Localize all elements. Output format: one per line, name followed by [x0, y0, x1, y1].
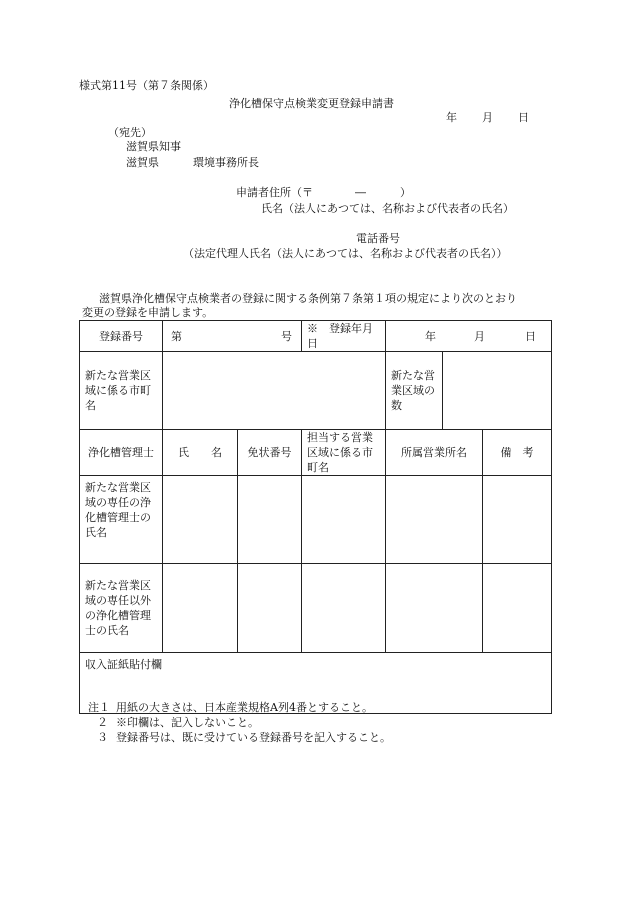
addressee-office-suffix: 環境事務所長 [193, 156, 259, 169]
col-role-header: 浄化槽管理士 [80, 430, 163, 476]
new-area-field[interactable] [163, 352, 386, 430]
stamp-label: 収入証紙貼付欄 [85, 658, 162, 671]
applicant-agent-label: （法定代理人氏名（法人にあつては、名称および代表者の氏名）） [183, 247, 508, 260]
registration-table [79, 320, 552, 714]
dedicated-area-field[interactable] [302, 476, 386, 564]
note-text: 用紙の大きさは、日本産業規格A列4番とすること。 [116, 701, 373, 714]
managers-header-row [80, 430, 552, 476]
reg-date-day: 日 [525, 329, 536, 343]
form-number: 様式第11号（第７条関係） [79, 79, 214, 92]
addressee-office-prefix: 滋賀県 [126, 156, 159, 169]
date-month: 月 [482, 111, 493, 124]
date-year: 年 [446, 111, 457, 124]
reg-number-suffix: 号 [281, 329, 292, 343]
applicant-address [236, 186, 411, 200]
non-dedicated-area-field[interactable] [302, 564, 386, 653]
statement-line1: 滋賀県浄化槽保守点検業者の登録に関する条例第７条第１項の規定により次のとおり [99, 292, 517, 305]
non-dedicated-license-field[interactable] [238, 564, 302, 653]
reg-number-row [80, 321, 552, 352]
applicant-phone-label: 電話番号 [356, 232, 400, 245]
note-text: 登録番号は、既に受けている登録番号を記入すること。 [116, 731, 391, 744]
col-license-header: 免状番号 [238, 430, 302, 476]
note-number: ２ [97, 716, 108, 729]
note-number: ３ [97, 731, 108, 744]
reg-number-field[interactable] [163, 321, 302, 352]
notes [88, 700, 391, 745]
non-dedicated-label: 新たな営業区域の専任以外の浄化槽管理士の氏名 [80, 564, 163, 653]
non-dedicated-name-field[interactable] [163, 564, 238, 653]
reg-date-field[interactable] [386, 321, 552, 352]
applicant-address-dash: ― [355, 186, 366, 199]
new-area-label: 新たな営業区域に係る市町名 [80, 352, 163, 430]
dedicated-name-field[interactable] [163, 476, 238, 564]
non-dedicated-manager-row [80, 564, 552, 653]
addressee-label: （宛先） [108, 126, 152, 139]
reg-number-label: 登録番号 [80, 321, 163, 352]
dedicated-license-field[interactable] [238, 476, 302, 564]
addressee-governor: 滋賀県知事 [126, 140, 181, 153]
new-area-count-label: 新たな営業区域の数 [386, 352, 443, 430]
col-remarks-header: 備 考 [483, 430, 552, 476]
form-title: 浄化槽保守点検業変更登録申請書 [229, 97, 394, 110]
note-item [88, 715, 391, 730]
new-area-row [80, 352, 552, 430]
dedicated-office-field[interactable] [386, 476, 483, 564]
statement-line2: 変更の登録を申請します。 [82, 306, 214, 319]
reg-number-prefix: 第 [171, 329, 182, 343]
note-item [88, 700, 391, 715]
date-line [446, 111, 529, 125]
dedicated-label: 新たな営業区域の専任の浄化槽管理士の氏名 [80, 476, 163, 564]
col-office-header: 所属営業所名 [386, 430, 483, 476]
addressee-office [126, 156, 259, 170]
date-day: 日 [518, 111, 529, 124]
note-item [88, 730, 391, 745]
dedicated-manager-row [80, 476, 552, 564]
applicant-address-label: 申請者住所（〒 [236, 186, 313, 199]
note-number: 注１ [88, 701, 110, 714]
dedicated-remarks-field[interactable] [483, 476, 552, 564]
reg-date-month: 月 [474, 329, 485, 343]
new-area-count-field[interactable] [443, 352, 552, 430]
applicant-address-close: ） [400, 186, 411, 199]
col-area-header: 担当する営業区域に係る市町名 [302, 430, 386, 476]
reg-date-year: 年 [425, 329, 436, 343]
applicant-name-label: 氏名（法人にあつては、名称および代表者の氏名） [261, 202, 514, 215]
non-dedicated-remarks-field[interactable] [483, 564, 552, 653]
col-name-header: 氏 名 [163, 430, 238, 476]
non-dedicated-office-field[interactable] [386, 564, 483, 653]
reg-date-label: ※ 登録年月日 [302, 321, 386, 352]
note-text: ※印欄は、記入しないこと。 [116, 716, 259, 729]
